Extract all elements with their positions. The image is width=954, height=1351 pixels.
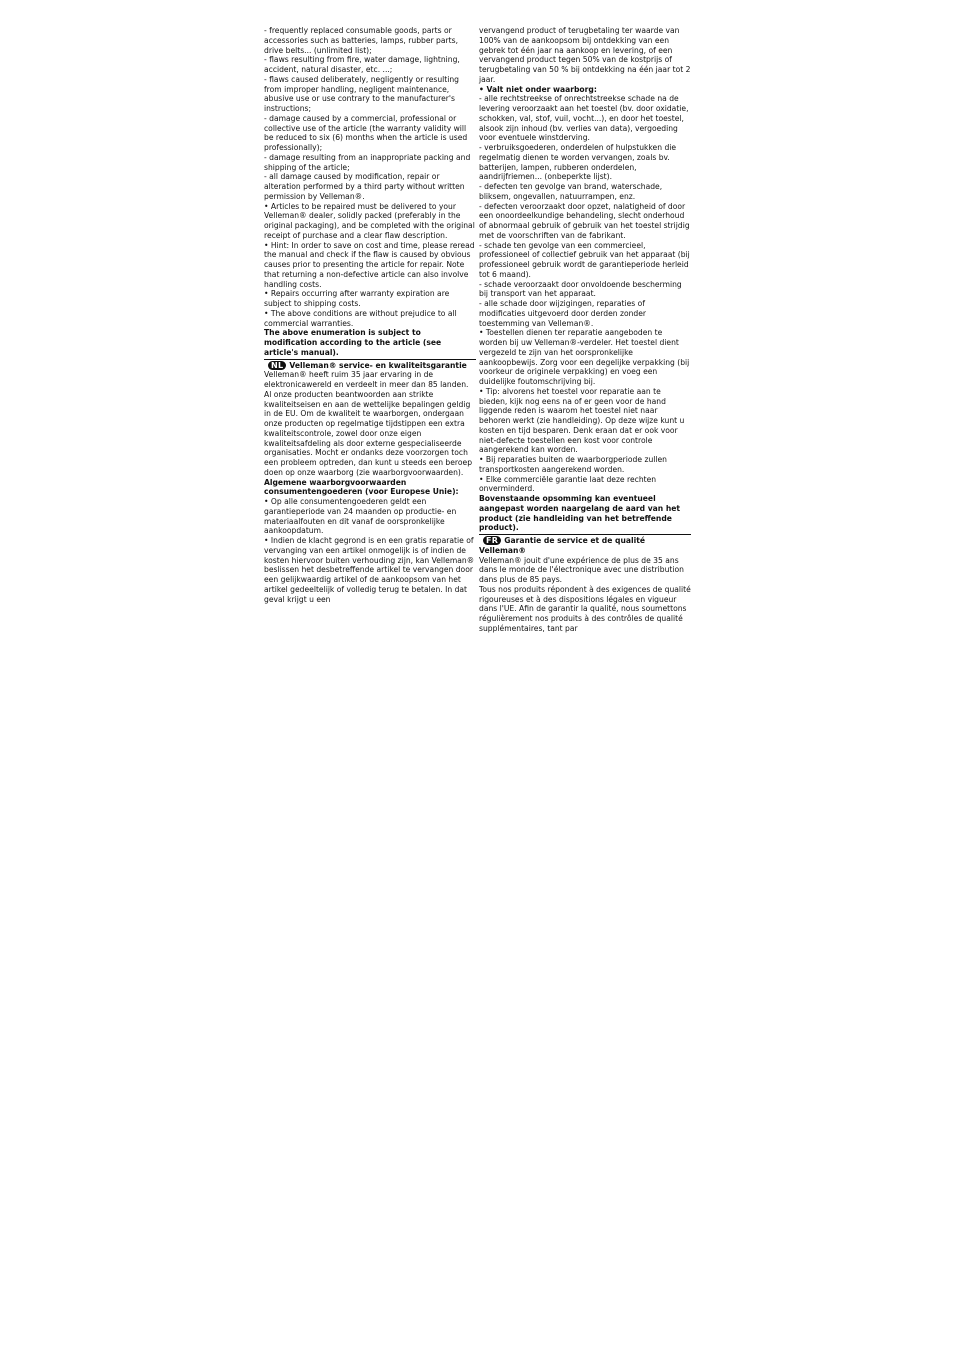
nl-exclusion-1: - alle rechtstreekse of onrechtstreekse schade na de levering veroorzaakt aan het toestel (bv. door oxidatie, schokken, val, stof, vuil, vocht...), en door het toestel, alsook zijn inhoud (bv. verlies van data), vergoeding voor eventuele winstderving. (479, 94, 689, 143)
nl-section-heading (264, 359, 476, 371)
en-item-1: - frequently replaced consumable goods, parts or accessories such as batteries, lamps, rubber parts, drive belts... (unlimited list); (264, 26, 458, 55)
fr-intro-2: Tous nos produits répondent à des exigences de qualité rigoureuses et à des dispositions légales en vigueur dans l'UE. Afin de garantir la qualité, nous soumettons régulièrement nos produits à des contrôles de qualité supplémentaires, tant par (479, 584, 691, 633)
en-item-4: - damage caused by a commercial, professional or collective use of the article (the warranty validity will be reduced to six (6) months when the article is used professionally); (264, 113, 468, 152)
nl-section-title: Velleman® service- en kwaliteitsgarantie (289, 360, 467, 370)
nl-repair-item-3: • Bij reparaties buiten de waarborgperiode zullen transportkosten aangerekend worden. (479, 455, 667, 474)
nl-language-badge: NL (268, 361, 286, 370)
nl-exclusion-6: - schade veroorzaakt door onvoldoende bescherming bij transport van het apparaat. (479, 279, 682, 299)
en-item-10: • The above conditions are without prejudice to all commercial warranties. (264, 308, 457, 328)
fr-intro-1: Velleman® jouit d'une expérience de plus de 35 ans dans le monde de l'électronique avec une distribution dans plus de 85 pays. (479, 555, 684, 584)
en-closing-note: The above enumeration is subject to modification according to the article (see article's manual). (264, 328, 442, 357)
nl-closing-note: Bovenstaande opsomming kan eventueel aangepast worden naargelang de aard van het product (zie handleiding van het betreffende product). (479, 494, 681, 533)
nl-exclusion-3: - defecten ten gevolge van brand, waterschade, bliksem, ongevallen, natuurrampen, enz. (479, 182, 663, 201)
nl-continued-text: vervangend product of terugbetaling ter waarde van 100% van de aankoopsom bij ontdekking van een gebrek tot één jaar na aankoop en levering, of een vervangend product tegen 50% van de kostprijs of terugbetaling van 50 % bij ontdekking na één jaar tot 2 jaar. (479, 26, 691, 84)
nl-subheading: Algemene waarborgvoorwaarden consumentengoederen (voor Europese Unie): (264, 477, 459, 497)
nl-item-2: • Indien de klacht gegrond is en een gratis reparatie of vervanging van een artikel onmogelijk is of indien de kosten hiervoor buiten verhouding zijn, kan Velleman® beslissen het desbetreffende artikel te vervangen door een gelijkwaardig artikel of de aankoopsom van het artikel gedeeltelijk of volledig terug te betalen. In dat geval krijgt u een (264, 536, 475, 604)
en-item-8: • Hint: In order to save on cost and time, please reread the manual and check if the flaw is caused by obvious causes prior to presenting the article for repair. Note that returning a non-defective article can also involve handling costs. (264, 240, 475, 289)
right-column (479, 26, 691, 634)
fr-language-badge: FR (483, 536, 501, 545)
nl-repair-item-1: • Toestellen dienen ter reparatie aangeboden te worden bij uw Velleman®-verdeler. Het toestel dient vergezeld te zijn van het oorspronkelijke aankoopbewijs. Zorg voor een degelijke verpakking (bij voorkeur de originele verpakking) en voeg een duidelijke foutomschrijving bij. (479, 328, 690, 386)
nl-intro-1: Velleman® heeft ruim 35 jaar ervaring in de elektronicawereld en verdeelt in meer dan 85 landen. (264, 370, 469, 389)
nl-exclusion-7: - alle schade door wijzigingen, reparaties of modificaties uitgevoerd door derden zonder toestemming van Velleman®. (479, 299, 647, 328)
en-item-3: - flaws caused deliberately, negligently or resulting from improper handling, negligent maintenance, abusive use or use contrary to the manufacturer's instructions; (264, 74, 459, 113)
en-item-6: - all damage caused by modification, repair or alteration performed by a third party without written permission by Velleman®. (264, 172, 465, 201)
en-item-2: - flaws resulting from fire, water damage, lightning, accident, natural disaster, etc. ...; (264, 55, 460, 74)
nl-exclusion-2: - verbruiksgoederen, onderdelen of hulpstukken die regelmatig dienen te worden vervangen, zoals bv. batterijen, lampen, rubberen onderdelen, aandrijfriemen... (onbeperkte lijst). (479, 143, 677, 182)
en-item-7: • Articles to be repaired must be delivered to your Velleman® dealer, solidly packed (preferably in the original packaging), and be completed with the original receipt of purchase and a clear flaw description. (264, 201, 475, 240)
nl-exclusion-4: - defecten veroorzaakt door opzet, nalatigheid of door een onoordeelkundige behandeling, slecht onderhoud of abnormaal gebruik of gebruik van het toestel strijdig met de voorschriften van de fabrikant. (479, 201, 690, 240)
fr-section-title: Garantie de service et de qualité Velleman® (479, 536, 645, 555)
fr-section-heading (479, 534, 691, 556)
nl-exclusion-5: - schade ten gevolge van een commercieel, professioneel of collectief gebruik van het apparaat (bij professioneel gebruik wordt de garantieperiode herleid tot 6 maand). (479, 240, 690, 279)
nl-exclusions-heading: • Valt niet onder waarborg: (479, 84, 597, 94)
nl-item-1: • Op alle consumentengoederen geldt een garantieperiode van 24 maanden op productie- en materiaalfouten en dit vanaf de oorspronkelijke aankoopdatum. (264, 497, 457, 536)
nl-intro-2: Al onze producten beantwoorden aan strikte kwaliteitseisen en aan de wettelijke bepalingen geldig in de EU. Om de kwaliteit te waarborgen, ondergaan onze producten op regelmatige tijdstippen een extra kwaliteitscontrole, zowel door onze eigen kwaliteitsafdeling als door externe gespecialiseerde organisaties. Mocht er ondanks deze voorzorgen toch een probleem optreden, dan kunt u steeds een beroep doen op onze waarborg (zie waarborgvoorwaarden). (264, 389, 473, 477)
en-item-5: - damage resulting from an inappropriate packing and shipping of the article; (264, 152, 471, 172)
left-column (264, 26, 476, 604)
nl-repair-item-2: • Tip: alvorens het toestel voor reparatie aan te bieden, kijk nog eens na of er geen voor de hand liggende reden is waarom het toestel niet naar behoren werkt (zie handleiding). Op deze wijze kunt u kosten en tijd besparen. Denk eraan dat er ook voor niet-defecte toestellen een kost voor controle aangerekend kan worden. (479, 386, 685, 455)
nl-repair-item-4: • Elke commerciële garantie laat deze rechten onverminderd. (479, 474, 657, 494)
en-item-9: • Repairs occurring after warranty expiration are subject to shipping costs. (264, 289, 450, 308)
